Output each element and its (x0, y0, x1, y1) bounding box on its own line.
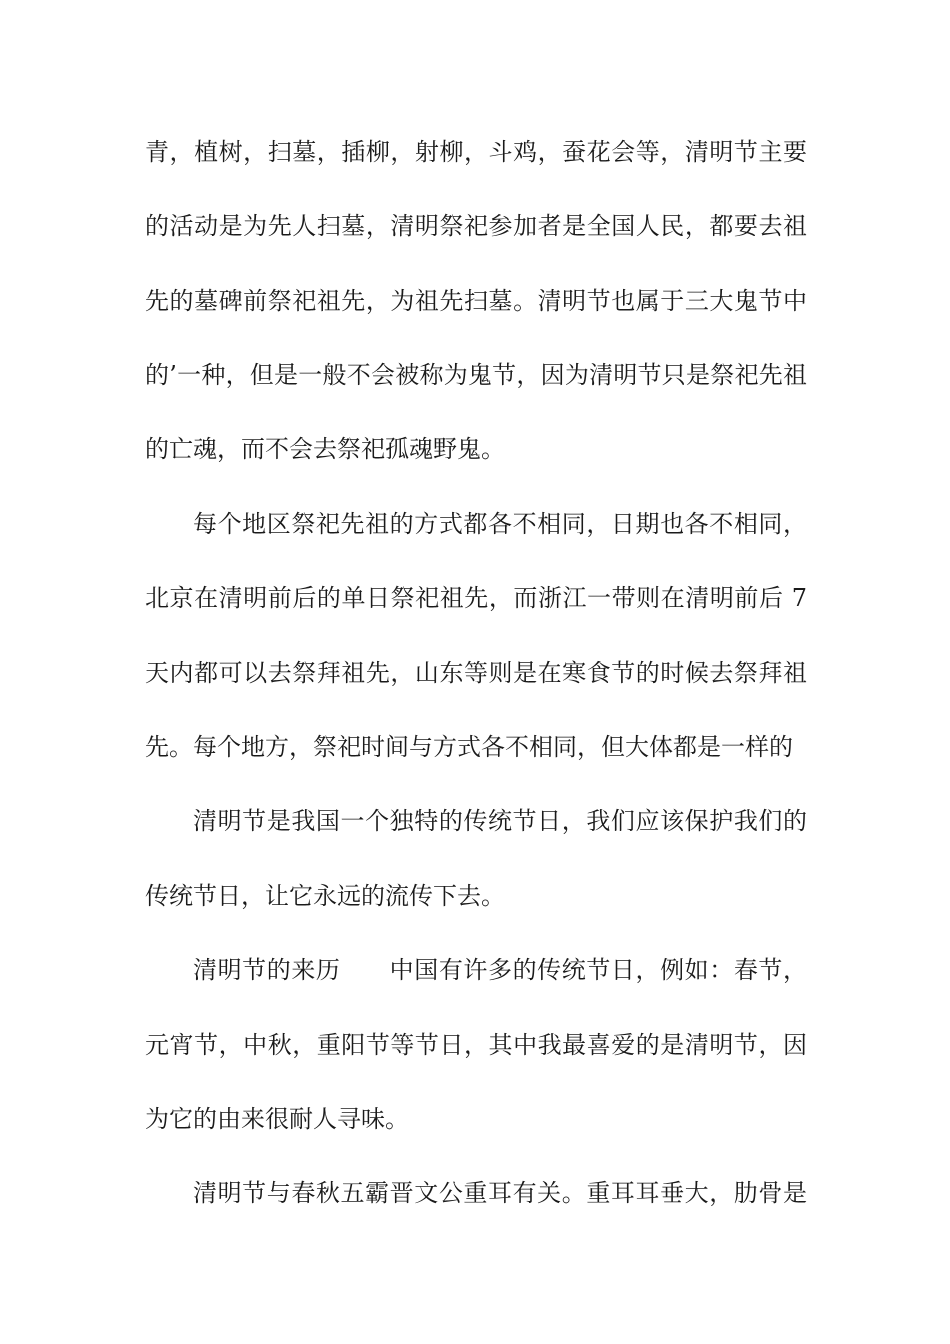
text-line: 的亡魂，而不会去祭祀孤魂野鬼。 (145, 435, 505, 463)
text-line: 青，植树，扫墓，插柳，射柳，斗鸡，蚕花会等，清明节主要 (145, 138, 807, 166)
paragraph-first-line: 清明节的来历 中国有许多的传统节日，例如：春节， (193, 956, 807, 984)
text-line: 天内都可以去祭拜祖先，山东等则是在寒食节的时候去祭拜祖 (145, 659, 807, 687)
text-line: 先。每个地方，祭祀时间与方式各不相同，但大体都是一样的 (145, 733, 793, 761)
paragraph-first-line: 清明节是我国一个独特的传统节日，我们应该保护我们的 (193, 807, 807, 835)
text-line: 传统节日，让它永远的流传下去。 (145, 882, 505, 910)
text-line: 元宵节，中秋，重阳节等节日，其中我最喜爱的是清明节，因 (145, 1031, 807, 1059)
text-line: 先的墓碑前祭祀祖先，为祖先扫墓。清明节也属于三大鬼节中 (145, 287, 807, 315)
paragraph-first-line: 每个地区祭祀先祖的方式都各不相同，日期也各不相同， (193, 510, 807, 538)
text-line: 的活动是为先人扫墓，清明祭祀参加者是全国人民，都要去祖 (145, 212, 807, 240)
text-line: 北京在清明前后的单日祭祀祖先，而浙江一带则在清明前后 7 (145, 584, 807, 612)
paragraph-first-line: 清明节与春秋五霸晋文公重耳有关。重耳耳垂大，肋骨是 (193, 1179, 807, 1207)
text-line: 为它的由来很耐人寻味。 (145, 1105, 409, 1133)
text-line: 的’一种，但是一般不会被称为鬼节，因为清明节只是祭祀先祖 (145, 361, 807, 389)
